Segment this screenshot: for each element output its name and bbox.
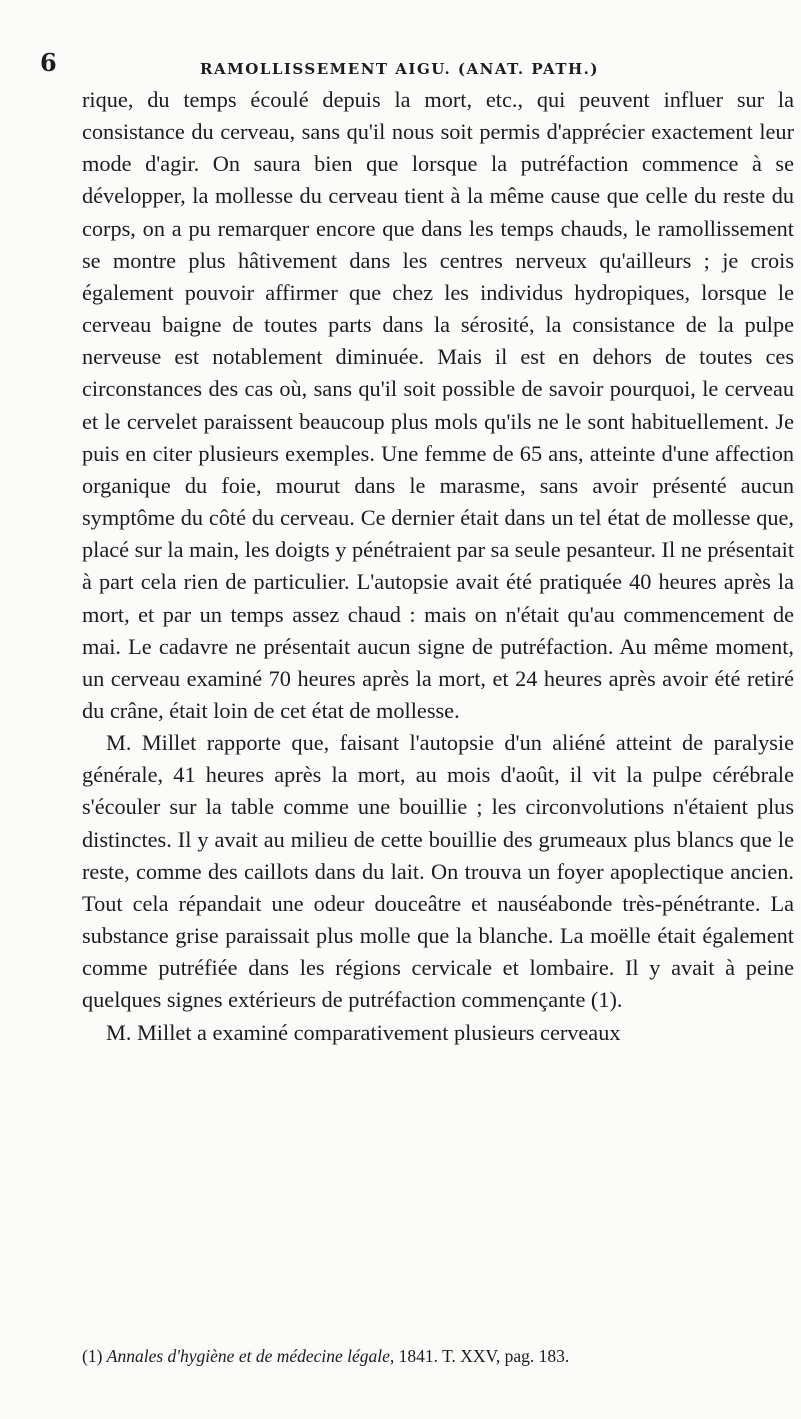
footnote: [82, 1345, 794, 1367]
footnote-citation: 1841. T. XXV, pag. 183.: [398, 1346, 570, 1366]
paragraph-continued: rique, du temps écoulé depuis la mort, etc., qui peuvent influer sur la consistance du cerveau, sans qu'il nous soit permis d'apprécier exactement leur mode d'agir. On saura bien que lorsque la putréfaction commence à se développer, la mollesse du cerveau tient à la même cause que celle du reste du corps, on a pu remarquer encore que dans les temps chauds, le ramollissement se montre plus hâtivement dans les centres nerveux qu'ailleurs ; je crois également pouvoir affirmer que chez les individus hydropiques, lorsque le cerveau baigne de toutes parts dans la sérosité, la consistance de la pulpe nerveuse est notablement diminuée. Mais il est en dehors de toutes ces circonstances des cas où, sans qu'il soit possible de savoir pourquoi, le cerveau et le cervelet paraissent beaucoup plus mols qu'ils ne le sont habituellement. Je puis en citer plusieurs exemples. Une femme de 65 ans, atteinte d'une affection organique du foie, mourut dans le marasme, sans avoir présenté aucun symptôme du côté du cerveau. Ce dernier était dans un tel état de mollesse que, placé sur la main, les doigts y pénétraient par sa seule pesanteur. Il ne présentait à part cela rien de particulier. L'autopsie avait été pratiquée 40 heures après la mort, et par un temps assez chaud : mais on n'était qu'au commencement de mai. Le cadavre ne présentait aucun signe de putréfaction. Au même moment, un cerveau examiné 70 heures après la mort, et 24 heures après avoir été retiré du crâne, était loin de cet état de mollesse.: [82, 87, 795, 723]
running-title: RAMOLLISSEMENT AIGU. (ANAT. PATH.): [200, 60, 599, 78]
page-header: [40, 48, 780, 88]
footnote-marker: (1): [82, 1346, 103, 1366]
page-number: 6: [40, 48, 57, 77]
paragraph-millet-report: M. Millet rapporte que, faisant l'autopsie d'un aliéné atteint de paralysie générale, 41 heures après la mort, au mois d'août, il vit la pulpe cérébrale s'écouler sur la table comme une bouillie ; les circonvolutions n'étaient plus distinctes. Il y avait au milieu de cette bouillie des grumeaux plus blancs que le reste, comme des caillots dans du lait. On trouva un foyer apoplectique ancien. Tout cela répandait une odeur douceâtre et nauséabonde très-pénétrante. La substance grise paraissait plus molle que la blanche. La moëlle était également comme putréfiée dans les régions cervicale et lombaire. Il y avait à peine quelques signes extérieurs de putréfaction commençante (1).: [82, 730, 794, 1013]
footnote-source-title: Annales d'hygiène et de médecine légale,: [106, 1346, 395, 1366]
body-text: [82, 84, 794, 1049]
paragraph-millet-comparison: M. Millet a examiné comparativement plusieurs cerveaux: [106, 1019, 621, 1045]
